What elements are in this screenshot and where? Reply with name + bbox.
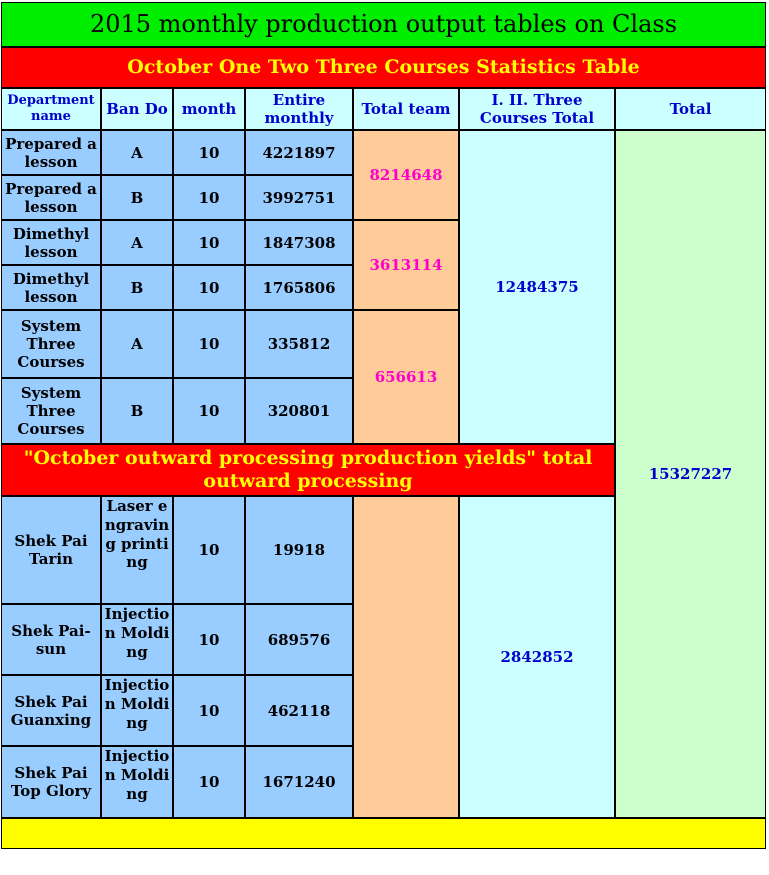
value-cell: 320801 (245, 378, 353, 444)
month-cell: 10 (173, 604, 245, 675)
department-cell: Shek Pai Guanxing (1, 675, 101, 746)
team-total-system: 656613 (353, 310, 459, 444)
ban-cell: B (101, 378, 173, 444)
header-three-courses-total: I. II. Three Courses Total (459, 88, 615, 130)
ban-cell: A (101, 220, 173, 265)
three-courses-total-value: 12484375 (459, 130, 615, 444)
month-cell: 10 (173, 496, 245, 604)
department-cell: Dimethyl lesson (1, 220, 101, 265)
team-total-prepared: 8214648 (353, 130, 459, 220)
value-cell: 462118 (245, 675, 353, 746)
process-cell: Injection Molding (101, 675, 173, 746)
ban-cell: B (101, 175, 173, 220)
department-cell: Dimethyl lesson (1, 265, 101, 310)
month-cell: 10 (173, 130, 245, 175)
process-cell: Injection Molding (101, 604, 173, 675)
table-subtitle: October One Two Three Courses Statistics Table (1, 47, 766, 88)
team-total-dimethyl: 3613114 (353, 220, 459, 310)
month-cell: 10 (173, 175, 245, 220)
grand-total-value: 15327227 (615, 130, 766, 818)
process-cell: Laser engraving printing (101, 496, 173, 604)
value-cell: 1671240 (245, 746, 353, 818)
header-ban-do: Ban Do (101, 88, 173, 130)
month-cell: 10 (173, 746, 245, 818)
month-cell: 10 (173, 220, 245, 265)
value-cell: 4221897 (245, 130, 353, 175)
month-cell: 10 (173, 310, 245, 378)
department-cell: Shek Pai-sun (1, 604, 101, 675)
department-cell: Prepared a lesson (1, 175, 101, 220)
production-table (1, 2, 766, 849)
table-title: 2015 monthly production output tables on Class (1, 2, 766, 47)
ban-cell: A (101, 310, 173, 378)
value-cell: 1765806 (245, 265, 353, 310)
header-department-name: Department name (1, 88, 101, 130)
value-cell: 335812 (245, 310, 353, 378)
value-cell: 19918 (245, 496, 353, 604)
department-cell: Prepared a lesson (1, 130, 101, 175)
header-total: Total (615, 88, 766, 130)
month-cell: 10 (173, 675, 245, 746)
ban-cell: B (101, 265, 173, 310)
department-cell: System Three Courses (1, 378, 101, 444)
footer-strip (1, 818, 766, 849)
department-cell: System Three Courses (1, 310, 101, 378)
ban-cell: A (101, 130, 173, 175)
month-cell: 10 (173, 265, 245, 310)
header-month: month (173, 88, 245, 130)
outward-processing-banner: "October outward processing production yields" total outward processing (1, 444, 615, 496)
outward-team-total-empty (353, 496, 459, 818)
value-cell: 3992751 (245, 175, 353, 220)
process-cell: Injection Molding (101, 746, 173, 818)
month-cell: 10 (173, 378, 245, 444)
department-cell: Shek Pai Top Glory (1, 746, 101, 818)
header-entire-monthly: Entire monthly (245, 88, 353, 130)
header-total-team: Total team (353, 88, 459, 130)
outward-total-value: 2842852 (459, 496, 615, 818)
value-cell: 689576 (245, 604, 353, 675)
value-cell: 1847308 (245, 220, 353, 265)
department-cell: Shek Pai Tarin (1, 496, 101, 604)
